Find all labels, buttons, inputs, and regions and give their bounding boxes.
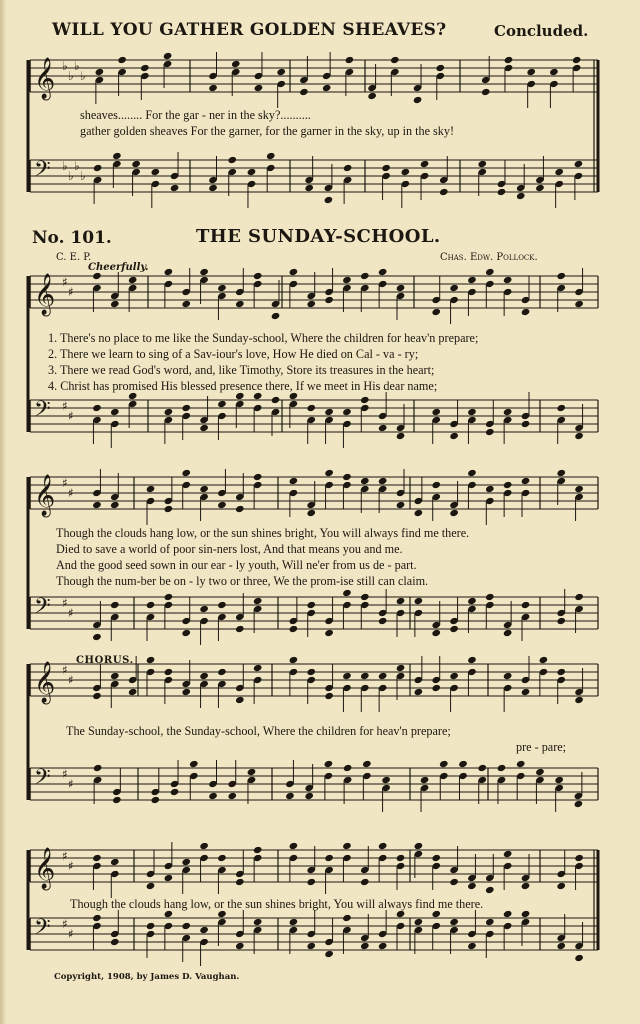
note-head <box>254 84 264 92</box>
note-head <box>324 629 334 637</box>
note-head <box>146 882 156 890</box>
note-head <box>128 276 138 284</box>
note-head <box>449 878 459 886</box>
note-head <box>208 184 218 192</box>
note-head <box>549 68 559 76</box>
note-head <box>217 400 227 408</box>
note-head <box>235 300 245 308</box>
note-head <box>360 272 370 280</box>
copyright-notice: Copyright, 1908, by James D. Vaughan. <box>54 972 240 982</box>
note-head <box>235 505 245 513</box>
note-head <box>324 408 334 416</box>
note-head <box>235 696 245 704</box>
note-head <box>289 625 299 633</box>
note-head <box>342 672 352 680</box>
note-head <box>289 268 299 276</box>
note-head <box>554 168 564 176</box>
note-head <box>289 918 299 926</box>
note-head <box>396 501 406 509</box>
hymn-title: THE SUNDAY-SCHOOL. <box>196 226 441 247</box>
note-head <box>556 469 566 477</box>
note-head <box>128 688 138 696</box>
note-head <box>199 424 209 432</box>
chorus-lyric-1: The Sunday-school, the Sunday-school, Where the children for heav'n prepare; <box>66 724 451 738</box>
note-head <box>208 84 218 92</box>
note-head <box>420 160 430 168</box>
note-head <box>521 308 531 316</box>
note-head <box>503 910 513 918</box>
note-head <box>181 629 191 637</box>
note-head <box>306 404 316 412</box>
note-head <box>360 942 370 950</box>
key-signature-icon: ♯ <box>62 596 68 610</box>
note-head <box>378 477 388 485</box>
note-head <box>342 473 352 481</box>
note-head <box>92 404 102 412</box>
note-head <box>396 284 406 292</box>
prev-lyric-line-1: sheaves........ For the gar - ner in the sky?.......... <box>80 108 311 122</box>
note-head <box>324 196 334 204</box>
chorus-echo-lyric: pre - pare; <box>516 740 567 754</box>
note-head <box>477 764 487 772</box>
key-signature-icon: ♭ <box>80 69 86 83</box>
note-head <box>92 854 102 862</box>
note-head <box>521 882 531 890</box>
note-head <box>170 184 180 192</box>
note-head <box>199 268 209 276</box>
note-head <box>92 501 102 509</box>
key-signature-icon: ♭ <box>74 59 80 73</box>
note-head <box>467 469 477 477</box>
note-head <box>247 768 257 776</box>
key-signature-icon: ♭ <box>62 59 68 73</box>
note-head <box>431 308 441 316</box>
note-head <box>449 509 459 517</box>
note-head <box>235 942 245 950</box>
note-head <box>431 481 441 489</box>
note-head <box>574 432 584 440</box>
note-head <box>521 477 531 485</box>
note-head <box>181 858 191 866</box>
key-signature-icon: ♭ <box>68 169 74 183</box>
note-head <box>360 396 370 404</box>
note-head <box>414 688 424 696</box>
note-head <box>485 485 495 493</box>
note-head <box>181 688 191 696</box>
note-head <box>396 664 406 672</box>
verse-1-line-a: 1. There's no place to me like the Sunday-school, Where the children for heav'n prepare; <box>48 331 479 345</box>
note-head <box>467 597 477 605</box>
note-head <box>227 156 237 164</box>
note-head <box>266 152 276 160</box>
note-head <box>289 477 299 485</box>
note-head <box>556 617 566 625</box>
note-head <box>304 184 314 192</box>
verse-2-line-a: 2. There we learn to sing of a Sav-iour's love, How He died on Cal - va - ry; <box>48 347 419 361</box>
note-head <box>485 268 495 276</box>
concluded-label: Concluded. <box>494 22 589 40</box>
note-head <box>324 950 334 958</box>
note-head <box>503 629 513 637</box>
note-head <box>485 428 495 436</box>
note-head <box>247 168 257 176</box>
note-head <box>556 668 566 676</box>
note-head <box>572 56 582 64</box>
note-head <box>342 914 352 922</box>
note-head <box>306 878 316 886</box>
key-signature-icon: ♭ <box>62 159 68 173</box>
note-head <box>449 284 459 292</box>
note-head <box>526 68 536 76</box>
bass-clef-icon: 𝄢 <box>34 915 51 945</box>
note-head <box>92 633 102 641</box>
note-head <box>435 64 445 72</box>
note-head <box>164 408 174 416</box>
note-head <box>378 424 388 432</box>
bass-clef-icon: 𝄢 <box>34 765 51 795</box>
note-head <box>449 432 459 440</box>
note-head <box>199 926 209 934</box>
note-head <box>521 601 531 609</box>
note-head <box>253 272 263 280</box>
note-head <box>556 942 566 950</box>
treble-clef-icon: 𝄞 <box>34 274 56 315</box>
note-head <box>477 160 487 168</box>
note-head <box>93 764 103 772</box>
note-head <box>324 692 334 700</box>
note-head <box>95 68 105 76</box>
note-head <box>170 788 180 796</box>
note-head <box>92 272 102 280</box>
key-signature-icon: ♯ <box>68 606 74 620</box>
note-head <box>413 96 423 104</box>
verse-1-line-b: Though the clouds hang low, or the sun shines bright, You will always find me there. <box>56 526 470 540</box>
note-head <box>299 88 309 96</box>
note-head <box>431 408 441 416</box>
verse-4-line-b: Though the num-ber be on - ly two or three, We the prom-ise still can claim. <box>56 574 429 588</box>
key-signature-icon: ♭ <box>80 169 86 183</box>
note-head <box>117 56 127 64</box>
note-head <box>556 272 566 280</box>
note-head <box>289 656 299 664</box>
note-head <box>467 656 477 664</box>
note-head <box>574 854 584 862</box>
treble-clef-icon: 𝄞 <box>34 475 56 516</box>
note-head <box>217 501 227 509</box>
note-head <box>414 918 424 926</box>
note-head <box>271 396 281 404</box>
note-head <box>401 168 411 176</box>
verse-3-line-a: 3. There we read God's word, and, like Timothy, Store its treasures in the heart; <box>48 363 435 377</box>
note-head <box>467 276 477 284</box>
note-head <box>467 882 477 890</box>
note-head <box>449 672 459 680</box>
note-head <box>146 656 156 664</box>
note-head <box>253 597 263 605</box>
note-head <box>414 597 424 605</box>
note-head <box>521 910 531 918</box>
note-head <box>503 481 513 489</box>
note-head <box>539 656 549 664</box>
note-head <box>164 874 174 882</box>
note-head <box>181 404 191 412</box>
note-head <box>574 954 584 962</box>
note-head <box>343 164 353 172</box>
note-head <box>378 842 388 850</box>
note-head <box>396 854 406 862</box>
note-head <box>146 601 156 609</box>
note-head <box>378 942 388 950</box>
note-head <box>151 168 161 176</box>
note-head <box>93 164 103 172</box>
note-head <box>367 92 377 100</box>
note-head <box>164 593 174 601</box>
note-head <box>378 268 388 276</box>
key-signature-icon: ♯ <box>68 777 74 791</box>
note-head <box>521 420 531 428</box>
note-head <box>92 914 102 922</box>
note-head <box>151 796 161 804</box>
bass-clef-icon: 𝄢 <box>34 397 51 427</box>
key-signature-icon: ♯ <box>68 859 74 873</box>
note-head <box>360 593 370 601</box>
verse-4-line-a: 4. Christ has promised His blessed presence there, If we meet in His dear name; <box>48 379 438 393</box>
note-head <box>304 792 314 800</box>
hymn-number: No. 101. <box>32 228 112 248</box>
note-head <box>396 597 406 605</box>
note-head <box>164 505 174 513</box>
key-signature-icon: ♭ <box>68 69 74 83</box>
hymn-composer: Chas. Edw. Pollock. <box>440 252 538 263</box>
note-head <box>110 501 120 509</box>
note-head <box>574 160 584 168</box>
note-head <box>146 485 156 493</box>
key-signature-icon: ♯ <box>62 663 68 677</box>
note-head <box>535 184 545 192</box>
treble-clef-icon: 𝄞 <box>34 662 56 703</box>
note-head <box>342 589 352 597</box>
note-head <box>381 164 391 172</box>
note-head <box>199 842 209 850</box>
chorus-lyric-2: Though the clouds hang low, or the sun shines bright, You will always find me there. <box>70 897 484 911</box>
note-head <box>554 776 564 784</box>
note-head <box>92 692 102 700</box>
note-head <box>110 858 120 866</box>
note-head <box>574 593 584 601</box>
key-signature-icon: ♯ <box>68 673 74 687</box>
note-head <box>503 408 513 416</box>
note-head <box>324 760 334 768</box>
note-head <box>362 760 372 768</box>
note-head <box>164 668 174 676</box>
note-head <box>503 850 513 858</box>
key-signature-icon: ♯ <box>62 917 68 931</box>
key-signature-icon: ♯ <box>62 849 68 863</box>
note-head <box>217 284 227 292</box>
note-head <box>449 625 459 633</box>
note-head <box>574 800 584 808</box>
note-head <box>285 792 295 800</box>
note-head <box>306 942 316 950</box>
note-head <box>360 878 370 886</box>
note-head <box>289 842 299 850</box>
note-head <box>112 796 122 804</box>
treble-clef-icon: 𝄞 <box>34 848 56 889</box>
note-head <box>378 672 388 680</box>
note-head <box>485 918 495 926</box>
note-head <box>449 918 459 926</box>
note-head <box>497 188 507 196</box>
previous-song-title: WILL YOU GATHER GOLDEN SHEAVES? <box>52 20 447 40</box>
note-head <box>497 764 507 772</box>
key-signature-icon: ♯ <box>62 767 68 781</box>
note-head <box>306 300 316 308</box>
note-head <box>181 300 191 308</box>
note-head <box>431 854 441 862</box>
note-head <box>199 672 209 680</box>
note-head <box>396 432 406 440</box>
note-head <box>574 300 584 308</box>
note-head <box>112 152 122 160</box>
hymn-author: C. E. P. <box>56 252 92 263</box>
note-head <box>110 938 120 946</box>
note-head <box>516 192 526 200</box>
note-head <box>231 60 241 68</box>
note-head <box>110 601 120 609</box>
key-signature-icon: ♯ <box>68 285 74 299</box>
note-head <box>253 918 263 926</box>
note-head <box>199 485 209 493</box>
note-head <box>181 922 191 930</box>
note-head <box>324 469 334 477</box>
note-head <box>467 408 477 416</box>
note-head <box>140 64 150 72</box>
note-head <box>420 776 430 784</box>
note-head <box>381 776 391 784</box>
note-head <box>110 300 120 308</box>
note-head <box>227 792 237 800</box>
bass-clef-icon: 𝄢 <box>34 594 51 624</box>
note-head <box>481 88 491 96</box>
note-head <box>342 408 352 416</box>
note-head <box>504 56 514 64</box>
note-head <box>342 842 352 850</box>
note-head <box>378 617 388 625</box>
bass-clef-icon: 𝄢 <box>34 157 51 187</box>
note-head <box>110 408 120 416</box>
treble-clef-icon: 𝄞 <box>34 58 56 99</box>
note-head <box>360 477 370 485</box>
note-head <box>431 629 441 637</box>
note-head <box>574 696 584 704</box>
note-head <box>485 593 495 601</box>
tempo-marking: Cheerfully. <box>88 262 149 273</box>
key-signature-icon: ♭ <box>74 159 80 173</box>
verse-3-line-b: And the good seed sown in our ear - ly youth, Will ne'er from us de - part. <box>56 558 417 572</box>
note-head <box>164 268 174 276</box>
note-head <box>208 792 218 800</box>
note-head <box>535 768 545 776</box>
note-head <box>439 188 449 196</box>
note-head <box>458 760 468 768</box>
note-head <box>360 672 370 680</box>
key-signature-icon: ♯ <box>62 399 68 413</box>
key-signature-icon: ♯ <box>62 476 68 490</box>
note-head <box>306 509 316 517</box>
note-head <box>516 760 526 768</box>
note-head <box>414 842 424 850</box>
note-head <box>503 672 513 680</box>
key-signature-icon: ♯ <box>68 927 74 941</box>
note-head <box>163 52 173 60</box>
note-head <box>306 601 316 609</box>
note-head <box>324 296 334 304</box>
note-head <box>556 404 566 412</box>
note-head <box>181 469 191 477</box>
note-head <box>343 764 353 772</box>
note-head <box>324 854 334 862</box>
note-head <box>253 664 263 672</box>
note-head <box>253 473 263 481</box>
note-head <box>110 672 120 680</box>
note-head <box>414 509 424 517</box>
note-head <box>217 668 227 676</box>
prev-lyric-line-2: gather golden sheaves For the garner, for the garner in the sky, up in the sky! <box>80 124 455 138</box>
note-head <box>431 684 441 692</box>
key-signature-icon: ♯ <box>68 409 74 423</box>
note-head <box>131 160 141 168</box>
note-head <box>521 688 531 696</box>
key-signature-icon: ♯ <box>68 486 74 500</box>
note-head <box>146 922 156 930</box>
note-head <box>276 68 286 76</box>
note-head <box>556 882 566 890</box>
note-head <box>342 276 352 284</box>
chorus-label: CHORUS. <box>76 655 134 666</box>
note-head <box>503 276 513 284</box>
note-head <box>271 312 281 320</box>
note-head <box>390 56 400 64</box>
note-head <box>189 760 199 768</box>
note-head <box>306 668 316 676</box>
note-head <box>253 846 263 854</box>
note-head <box>322 84 332 92</box>
key-signature-icon: ♯ <box>62 275 68 289</box>
note-head <box>485 886 495 894</box>
note-head <box>467 942 477 950</box>
note-head <box>235 878 245 886</box>
note-head <box>574 485 584 493</box>
note-head <box>439 760 449 768</box>
verse-2-line-b: Died to save a world of poor sin-ners lost, And that means you and me. <box>56 542 403 556</box>
note-head <box>217 601 227 609</box>
note-head <box>199 605 209 613</box>
note-head <box>345 56 355 64</box>
note-head <box>235 625 245 633</box>
note-head <box>217 854 227 862</box>
